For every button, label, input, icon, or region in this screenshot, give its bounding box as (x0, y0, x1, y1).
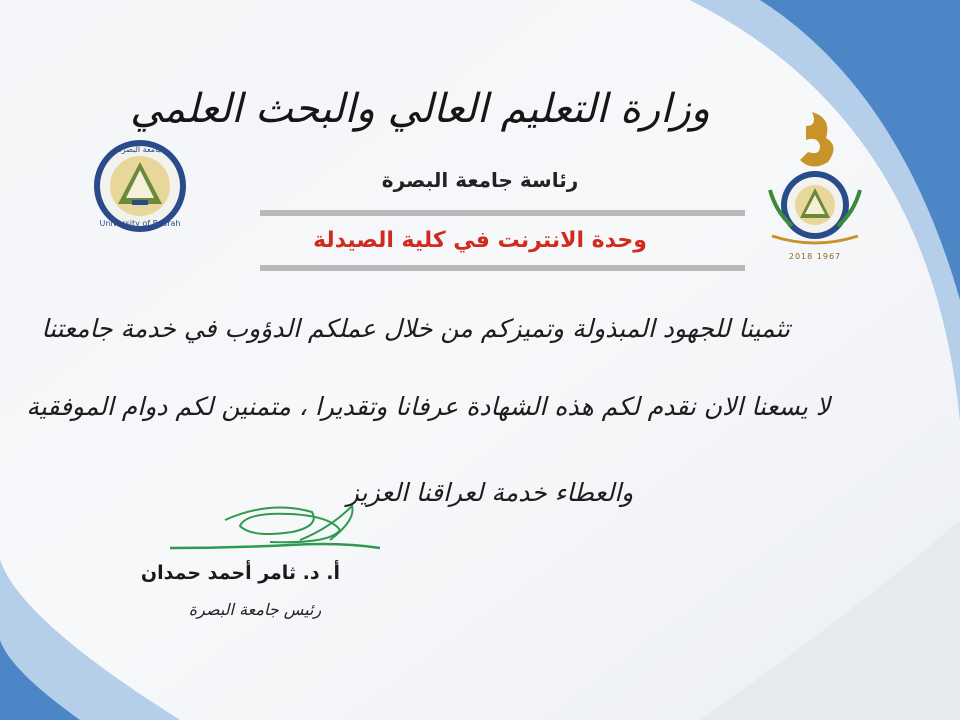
university-seal-logo (94, 140, 186, 232)
svg-text:جامعة البصرة: جامعة البصرة (117, 145, 163, 154)
signer-name: أ. د. ثامر أحمد حمدان (140, 562, 340, 584)
unit-title: وحدة الانترنت في كلية الصيدلة (313, 228, 647, 253)
certificate-body-line-1: تثمينا للجهود المبذولة وتميزكم من خلال عملكم الدؤوب في خدمة جامعتنا (41, 314, 790, 343)
certificate-body-line-2: لا يسعنا الان نقدم لكم هذه الشهادة عرفانا وتقديرا ، متمنين لكم دوام الموفقية (26, 392, 830, 421)
certificate-body-line-3: والعطاء خدمة لعراقنا العزيز (346, 478, 634, 507)
divider-top (260, 210, 745, 216)
divider-bottom (260, 265, 745, 271)
ministry-heading: وزارة التعليم العالي والبحث العلمي (130, 86, 710, 132)
svg-text:University of Basrah: University of Basrah (99, 219, 181, 228)
signer-title: رئيس جامعة البصرة (188, 600, 322, 619)
emblem-years: 2018 1967 (788, 252, 842, 261)
presidency-subheading: رئاسة جامعة البصرة (381, 168, 579, 192)
